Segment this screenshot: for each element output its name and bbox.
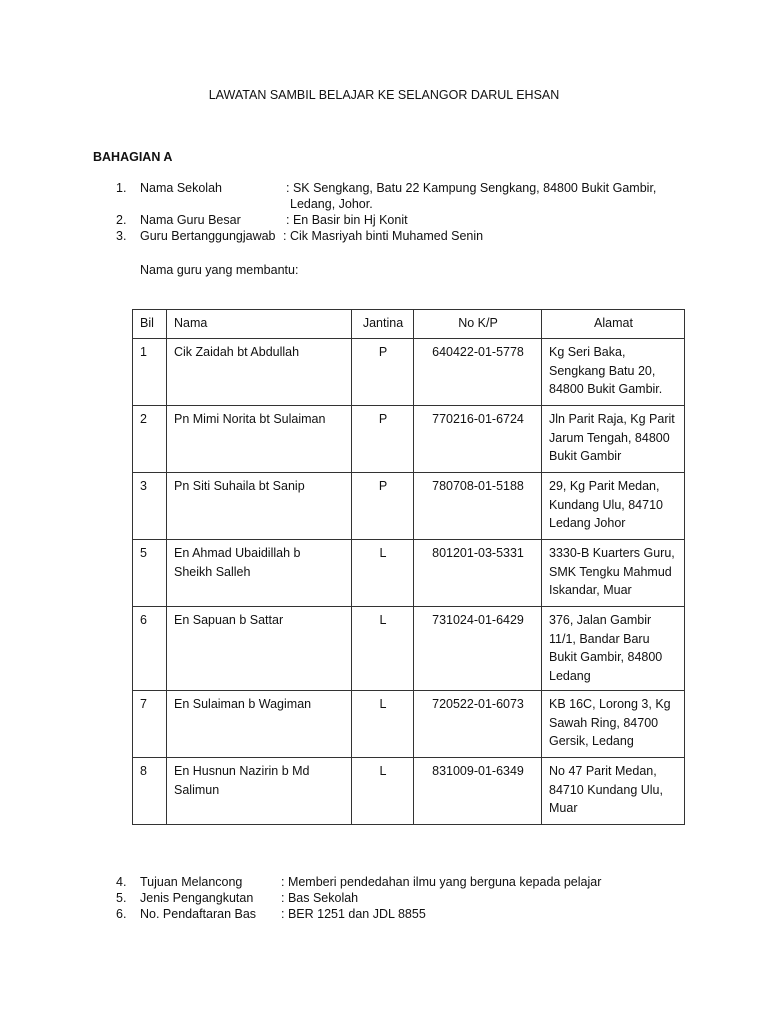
item-value-continued: Ledang, Johor.: [290, 197, 373, 211]
cell-alamat-line: 84800 Bukit Gambir.: [549, 382, 663, 397]
item-value: : Bas Sekolah: [281, 891, 359, 905]
cell-nama-line: Salimun: [174, 782, 220, 797]
cell-nama-line: En Sapuan b Sattar: [174, 613, 284, 627]
cell-alamat-line: SMK Tengku Mahmud: [549, 564, 672, 579]
cell-no-kp: 770216-01-6724: [414, 406, 542, 473]
item-label: Jenis Pengangkutan: [140, 891, 254, 905]
item-value: : Memberi pendedahan ilmu yang berguna kepada pelajar: [281, 875, 602, 889]
cell-nama-line: En Husnun Nazirin b Md: [174, 764, 310, 778]
cell-jantina: L: [352, 758, 414, 825]
cell-jantina: P: [352, 339, 414, 406]
header-alamat: Alamat: [542, 310, 685, 339]
item-value: : SK Sengkang, Batu 22 Kampung Sengkang, 84800 Bukit Gambir,: [286, 181, 657, 195]
cell-no-kp: 640422-01-5778: [414, 339, 542, 406]
cell-alamat-line: 376, Jalan Gambir: [549, 613, 652, 627]
cell-no-kp: 801201-03-5331: [414, 540, 542, 607]
item-number: 1.: [116, 181, 127, 195]
table-row: [133, 540, 685, 607]
cell-alamat-line: Bukit Gambir, 84800: [549, 650, 663, 665]
cell-alamat-line: Ledang: [549, 668, 591, 683]
cell-alamat: [542, 607, 685, 691]
cell-jantina: P: [352, 406, 414, 473]
cell-bil: 3: [133, 473, 167, 540]
item-value: : En Basir bin Hj Konit: [286, 213, 408, 227]
item-number: 5.: [116, 891, 127, 905]
cell-alamat: [542, 758, 685, 825]
cell-nama: [167, 406, 352, 473]
item-label: No. Pendaftaran Bas: [140, 907, 257, 921]
cell-bil: 5: [133, 540, 167, 607]
cell-nama-line: Pn Siti Suhaila bt Sanip: [174, 479, 305, 493]
table-row: [133, 691, 685, 758]
header-nama: Nama: [167, 310, 352, 339]
cell-alamat-line: Jarum Tengah, 84800: [549, 430, 670, 445]
cell-jantina: L: [352, 607, 414, 691]
cell-no-kp: 731024-01-6429: [414, 607, 542, 691]
section-heading: BAHAGIAN A: [93, 150, 173, 164]
cell-alamat-line: Ledang Johor: [549, 516, 626, 531]
cell-nama: [167, 607, 352, 691]
cell-nama-line: En Ahmad Ubaidillah b: [174, 546, 301, 560]
header-jantina: Jantina: [352, 310, 414, 339]
cell-bil: 2: [133, 406, 167, 473]
item-label: Nama Guru Besar: [140, 213, 241, 227]
cell-bil: 6: [133, 607, 167, 691]
table-row: [133, 473, 685, 540]
cell-nama: [167, 473, 352, 540]
cell-nama: [167, 758, 352, 825]
cell-alamat-line: 3330-B Kuarters Guru,: [549, 546, 675, 560]
cell-alamat-line: Iskandar, Muar: [549, 583, 632, 598]
cell-nama-line: Pn Mimi Norita bt Sulaiman: [174, 412, 326, 426]
cell-alamat-line: 29, Kg Parit Medan,: [549, 479, 660, 493]
document-title: LAWATAN SAMBIL BELAJAR KE SELANGOR DARUL EHSAN: [208, 88, 560, 102]
item-number: 4.: [116, 875, 127, 889]
cell-no-kp: 780708-01-5188: [414, 473, 542, 540]
cell-alamat: [542, 473, 685, 540]
cell-nama-line: Sheikh Salleh: [174, 564, 251, 579]
cell-alamat-line: Sengkang Batu 20,: [549, 363, 656, 378]
cell-alamat-line: 84710 Kundang Ulu,: [549, 782, 663, 797]
cell-nama: [167, 339, 352, 406]
cell-alamat-line: Kundang Ulu, 84710: [549, 497, 663, 512]
cell-bil: 8: [133, 758, 167, 825]
cell-alamat: [542, 540, 685, 607]
item-label: Tujuan Melancong: [140, 875, 243, 889]
cell-alamat-line: Sawah Ring, 84700: [549, 715, 659, 730]
header-no-kp: No K/P: [414, 310, 542, 339]
table-row: [133, 406, 685, 473]
cell-nama-line: En Sulaiman b Wagiman: [174, 697, 312, 711]
table-header-row: [133, 310, 685, 339]
cell-alamat: [542, 691, 685, 758]
cell-jantina: L: [352, 540, 414, 607]
cell-no-kp: 831009-01-6349: [414, 758, 542, 825]
cell-alamat-line: Gersik, Ledang: [549, 734, 634, 749]
cell-bil: 7: [133, 691, 167, 758]
item-number: 2.: [116, 213, 127, 227]
cell-nama: [167, 691, 352, 758]
item-value: : BER 1251 dan JDL 8855: [281, 907, 426, 921]
helper-teachers-heading: Nama guru yang membantu:: [140, 263, 299, 277]
table-row: [133, 339, 685, 406]
cell-bil: 1: [133, 339, 167, 406]
cell-alamat-line: Muar: [549, 801, 578, 816]
cell-jantina: L: [352, 691, 414, 758]
item-number: 6.: [116, 907, 127, 921]
helper-teachers-table: [132, 309, 685, 825]
cell-alamat: [542, 339, 685, 406]
cell-alamat-line: No 47 Parit Medan,: [549, 764, 657, 778]
header-bil: Bil: [133, 310, 167, 339]
item-label: Guru Bertanggungjawab: [140, 229, 276, 243]
table-row: [133, 607, 685, 691]
cell-jantina: P: [352, 473, 414, 540]
cell-alamat-line: 11/1, Bandar Baru: [549, 631, 650, 646]
cell-alamat-line: Kg Seri Baka,: [549, 345, 626, 359]
cell-alamat-line: Bukit Gambir: [549, 449, 622, 464]
table-row: [133, 758, 685, 825]
cell-alamat: [542, 406, 685, 473]
cell-no-kp: 720522-01-6073: [414, 691, 542, 758]
item-label: Nama Sekolah: [140, 181, 222, 195]
item-value: : Cik Masriyah binti Muhamed Senin: [283, 229, 484, 243]
item-number: 3.: [116, 229, 127, 243]
cell-alamat-line: Jln Parit Raja, Kg Parit: [549, 412, 675, 426]
cell-alamat-line: KB 16C, Lorong 3, Kg: [549, 697, 671, 711]
cell-nama: [167, 540, 352, 607]
cell-nama-line: Cik Zaidah bt Abdullah: [174, 345, 300, 359]
